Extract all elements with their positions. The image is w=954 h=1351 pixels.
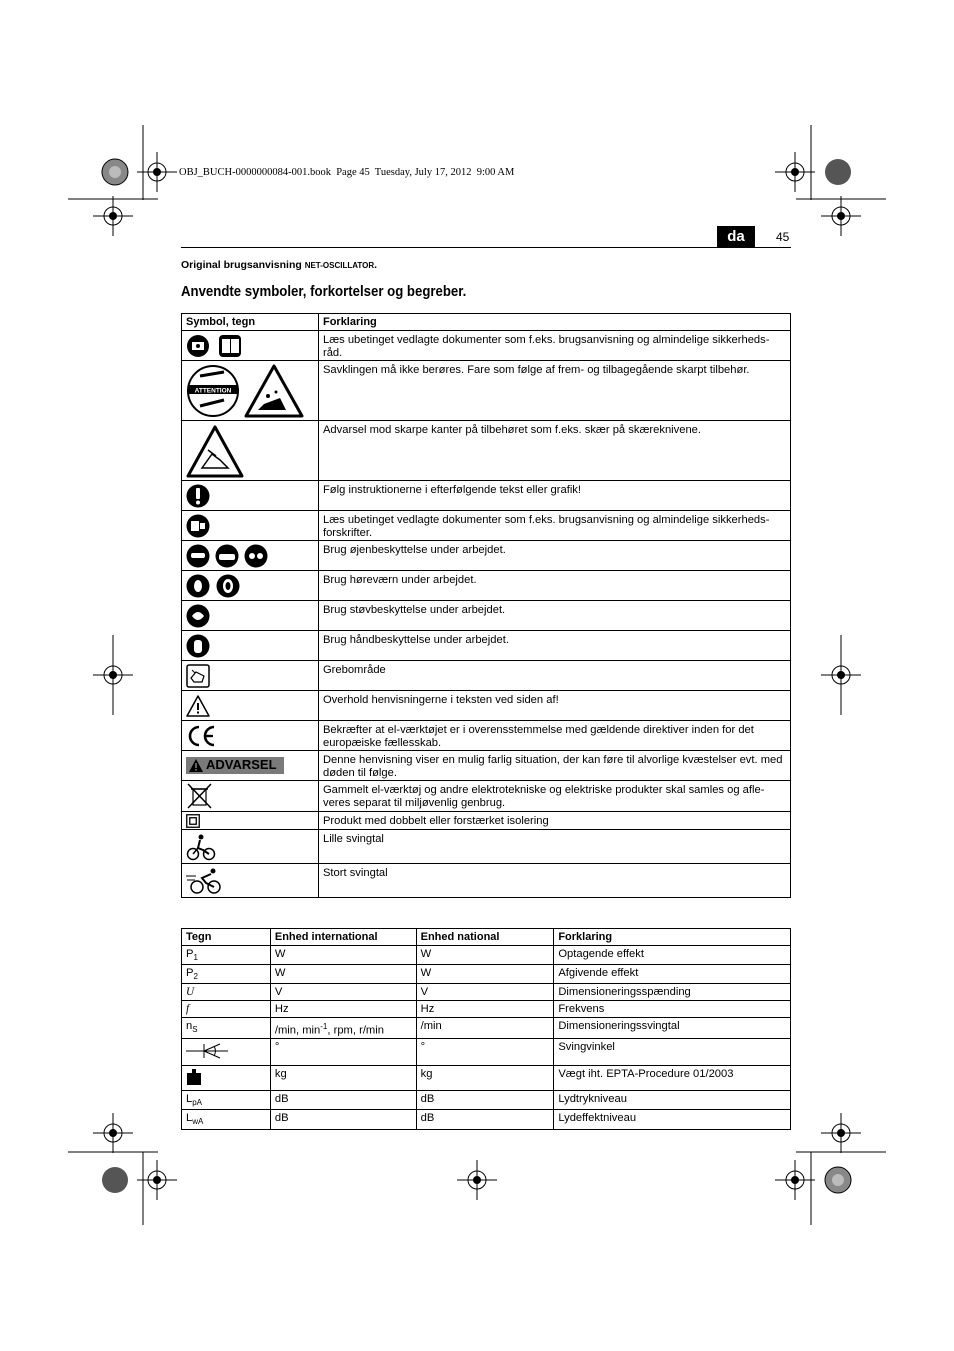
sign-cell [182, 1066, 271, 1091]
explanation-cell: Savklingen må ikke berøres. Fare som følge af frem- og tilbagegående skarpt tilbehør. [318, 361, 790, 421]
explanation-cell: Læs ubetinget vedlagte dokumenter som f.eks. brugsanvisning og almindelige sikkerheds-forskrifter. [318, 511, 790, 541]
sign-cell [182, 1039, 271, 1066]
symbol-cell [182, 721, 319, 751]
slow-cyclist-icon [186, 833, 216, 861]
table-row [182, 1091, 791, 1110]
eye-protection-icons [186, 544, 268, 568]
sign-cell [182, 1091, 271, 1110]
symbol-table [181, 313, 791, 898]
intl-unit-cell [270, 1018, 416, 1039]
ce-mark-icon [186, 724, 218, 748]
symbol-cell [182, 421, 319, 481]
sign-cell: U [182, 984, 271, 1001]
national-unit-cell: kg [416, 1066, 554, 1091]
explanation-cell: Svingvinkel [554, 1039, 791, 1066]
header-explanation: Forklaring [318, 314, 790, 331]
table-row [182, 830, 791, 864]
hearing-protection-icons [186, 574, 242, 598]
header-sign: Tegn [182, 929, 271, 946]
national-unit-cell: W [416, 946, 554, 965]
intl-unit-cell: V [270, 984, 416, 1001]
advarsel-text: ADVARSEL [206, 757, 277, 773]
table-row [182, 421, 791, 481]
intl-unit-cell: W [270, 946, 416, 965]
symbol-cell [182, 781, 319, 812]
double-insulation-icon [186, 814, 200, 828]
hand-protection-icon [186, 634, 212, 658]
symbol-cell [182, 481, 319, 511]
table-row [182, 661, 791, 691]
table-row [182, 571, 791, 601]
header-symbol: Symbol, tegn [182, 314, 319, 331]
symbol-cell [182, 631, 319, 661]
swing-angle-icon [186, 1041, 230, 1061]
sharp-edges-warning-icon [186, 424, 244, 478]
table-row [182, 1039, 791, 1066]
fast-cyclist-icon [186, 867, 222, 895]
sign-letter: n [186, 1020, 193, 1033]
sign-cell: f [182, 1001, 271, 1018]
language-badge: da [717, 226, 755, 248]
explanation-cell: Frekvens [554, 1001, 791, 1018]
explanation-cell: Gammelt el-værktøj og andre elektrotekniske og elektriske produkter skal samles og afle-veres separat til miljøvenlig genbrug. [318, 781, 790, 812]
symbol-cell [182, 812, 319, 830]
explanation-cell: Overhold henvisningerne i teksten ved siden af! [318, 691, 790, 721]
sign-cell [182, 1018, 271, 1039]
sign-subscript: pA [192, 1098, 203, 1108]
table-row [182, 721, 791, 751]
national-unit-cell: dB [416, 1091, 554, 1110]
table-row [182, 631, 791, 661]
intl-unit-cell: W [270, 965, 416, 984]
table-row [182, 781, 791, 812]
table-row [182, 812, 791, 830]
explanation-cell: Følg instruktionerne i efterfølgende tekst eller grafik! [318, 481, 790, 511]
national-unit-cell: dB [416, 1110, 554, 1129]
intl-unit-cell: dB [270, 1091, 416, 1110]
national-unit-cell: W [416, 965, 554, 984]
explanation-cell: Dimensioneringssvingtal [554, 1018, 791, 1039]
intl-unit-cell: Hz [270, 1001, 416, 1018]
explanation-cell: Lydeffektniveau [554, 1110, 791, 1129]
symbol-cell [182, 751, 319, 781]
explanation-cell: Vægt iht. EPTA-Procedure 01/2003 [554, 1066, 791, 1091]
intl-unit-main: /min, min [274, 1025, 321, 1038]
symbol-cell [182, 864, 319, 898]
intl-unit-superscript: -1 [320, 1022, 328, 1032]
dust-protection-icon [186, 604, 212, 628]
header-rule [181, 247, 791, 248]
symbol-cell [182, 541, 319, 571]
table-row [182, 751, 791, 781]
symbol-cell [182, 661, 319, 691]
sign-cell [182, 1110, 271, 1129]
explanation-cell: Brug øjenbeskyttelse under arbejdet. [318, 541, 790, 571]
national-unit-cell: Hz [416, 1001, 554, 1018]
header-intl-unit: Enhed international [270, 929, 416, 946]
symbol-cell [182, 830, 319, 864]
intl-unit-rest: , rpm, r/min [327, 1025, 384, 1038]
symbol-cell [182, 361, 319, 421]
header-explanation: Forklaring [554, 929, 791, 946]
intl-unit-cell: ° [270, 1039, 416, 1066]
intl-unit-cell: kg [270, 1066, 416, 1091]
warning-triangle-icon [189, 759, 203, 772]
symbol-table-header [182, 314, 791, 331]
units-table-header [182, 929, 791, 946]
sign-cell [182, 965, 271, 984]
weee-bin-icon [186, 783, 214, 809]
read-manual-icons [186, 334, 242, 358]
table-row [182, 864, 791, 898]
symbol-cell [182, 571, 319, 601]
table-row [182, 1018, 791, 1039]
symbol-cell [182, 511, 319, 541]
exclamation-icon [186, 484, 212, 508]
weight-icon [186, 1068, 202, 1086]
explanation-cell: Optagende effekt [554, 946, 791, 965]
symbol-cell [182, 691, 319, 721]
explanation-cell: Læs ubetinget vedlagte dokumenter som f.eks. brugsanvisning og almindelige sikkerheds-råd. [318, 331, 790, 361]
explanation-cell: Produkt med dobbelt eller forstærket isolering [318, 812, 790, 830]
doc-product: NET-OSCILLATOR [304, 261, 375, 270]
header-national-unit: Enhed national [416, 929, 554, 946]
units-table [181, 928, 791, 1130]
national-unit-cell: V [416, 984, 554, 1001]
svg-text:ATTENTION: ATTENTION [194, 387, 232, 394]
book-info-line: OBJ_BUCH-0000000084-001.book Page 45 Tuesday, July 17, 2012 9:00 AM [179, 167, 515, 178]
read-documents-icon [186, 514, 212, 538]
doc-suffix: . [374, 259, 378, 271]
explanation-cell: Brug støvbeskyttelse under arbejdet. [318, 601, 790, 631]
table-row [182, 691, 791, 721]
page-number: 45 [776, 230, 790, 244]
explanation-cell: Brug høreværn under arbejdet. [318, 571, 790, 601]
sign-letter: L [186, 1112, 193, 1125]
national-unit-cell: ° [416, 1039, 554, 1066]
explanation-cell: Bekræfter at el-værktøjet er i overensstemmelse med gældende direktiver inden for det europæiske fællesskab. [318, 721, 790, 751]
table-row [182, 1001, 791, 1018]
warning-triangle-icon [186, 694, 212, 718]
document-subtitle [181, 259, 377, 271]
explanation-cell: Advarsel mod skarpe kanter på tilbehøret som f.eks. skær på skæreknivene. [318, 421, 790, 481]
table-row [182, 1066, 791, 1091]
table-row [182, 965, 791, 984]
sign-letter: P [186, 967, 194, 980]
symbol-cell [182, 331, 319, 361]
table-row [182, 481, 791, 511]
sign-subscript: S [192, 1025, 198, 1035]
sign-subscript: wA [192, 1117, 204, 1127]
explanation-cell: Lille svingtal [318, 830, 790, 864]
grip-area-icon [186, 664, 212, 688]
table-row [182, 984, 791, 1001]
symbol-cell [182, 601, 319, 631]
explanation-cell: Grebområde [318, 661, 790, 691]
explanation-cell: Stort svingtal [318, 864, 790, 898]
attention-blade-icons [186, 364, 304, 418]
sign-letter: L [186, 1093, 193, 1106]
explanation-cell: Brug håndbeskyttelse under arbejdet. [318, 631, 790, 661]
section-title: Anvendte symboler, forkortelser og begreber. [181, 283, 467, 300]
table-row [182, 601, 791, 631]
explanation-cell: Lydtrykniveau [554, 1091, 791, 1110]
doc-prefix: Original brugsanvisning [181, 259, 302, 271]
table-row [182, 511, 791, 541]
table-row [182, 1110, 791, 1129]
explanation-cell: Dimensioneringsspænding [554, 984, 791, 1001]
sign-cell [182, 946, 271, 965]
explanation-cell: Denne henvisning viser en mulig farlig situation, der kan føre til alvorlige kvæstelser evt. med døden til følge. [318, 751, 790, 781]
table-row [182, 946, 791, 965]
table-row [182, 541, 791, 571]
advarsel-label [186, 757, 284, 774]
sign-subscript: 1 [193, 953, 198, 963]
national-unit-cell: /min [416, 1018, 554, 1039]
intl-unit-cell: dB [270, 1110, 416, 1129]
table-row [182, 361, 791, 421]
sign-letter: P [186, 948, 194, 960]
table-row [182, 331, 791, 361]
sign-subscript: 2 [193, 972, 198, 982]
explanation-cell: Afgivende effekt [554, 965, 791, 984]
